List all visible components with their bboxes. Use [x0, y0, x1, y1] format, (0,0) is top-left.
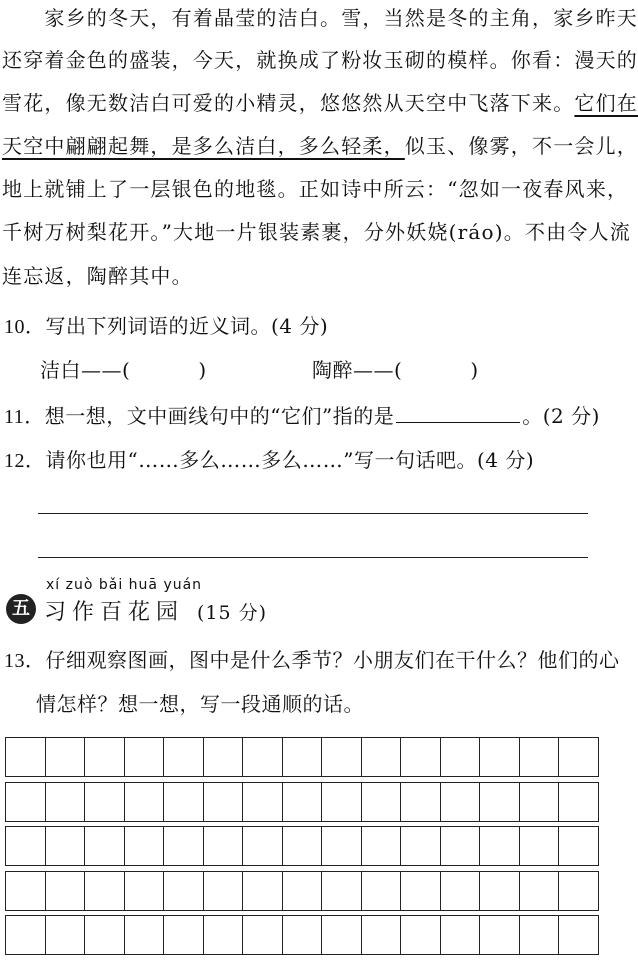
synonym-item-1: 洁白——( ): [40, 358, 207, 382]
grid-cell[interactable]: [46, 872, 86, 910]
grid-cell[interactable]: [204, 738, 244, 776]
passage-line: 千树万树梨花开。”大地一片银装素裹，分外妖娆(ráo)。不由令人流: [2, 220, 631, 244]
grid-cell[interactable]: [480, 783, 520, 821]
grid-cell[interactable]: [520, 872, 560, 910]
grid-cell[interactable]: [559, 738, 598, 776]
question-text: ．写出下列词语的近义词。(4 分): [25, 314, 329, 338]
grid-cell[interactable]: [283, 738, 323, 776]
grid-cell[interactable]: [283, 872, 323, 910]
passage-line: 连忘返，陶醉其中。: [2, 264, 193, 288]
question-text: 情怎样？想一想，写一段通顺的话。: [36, 692, 364, 716]
question-number: 10: [4, 316, 25, 338]
grid-cell[interactable]: [362, 916, 402, 954]
grid-cell[interactable]: [85, 872, 125, 910]
grid-cell[interactable]: [164, 916, 204, 954]
grid-cell[interactable]: [322, 872, 362, 910]
grid-cell[interactable]: [85, 783, 125, 821]
grid-cell[interactable]: [164, 827, 204, 865]
grid-cell[interactable]: [6, 783, 46, 821]
grid-cell[interactable]: [204, 916, 244, 954]
grid-cell[interactable]: [283, 916, 323, 954]
passage-line: 天空中翩翩起舞，是多么洁白，多么轻柔，似玉、像雾，不一会儿，: [2, 134, 638, 158]
grid-cell[interactable]: [125, 783, 165, 821]
grid-cell[interactable]: [520, 783, 560, 821]
grid-cell[interactable]: [322, 783, 362, 821]
grid-cell[interactable]: [362, 827, 402, 865]
grid-cell[interactable]: [401, 783, 441, 821]
grid-cell[interactable]: [441, 827, 481, 865]
grid-cell[interactable]: [401, 827, 441, 865]
grid-cell[interactable]: [559, 783, 598, 821]
grid-cell[interactable]: [85, 916, 125, 954]
grid-cell[interactable]: [125, 916, 165, 954]
grid-cell[interactable]: [441, 738, 481, 776]
grid-cell[interactable]: [322, 916, 362, 954]
grid-cell[interactable]: [6, 872, 46, 910]
grid-cell[interactable]: [164, 783, 204, 821]
grid-cell[interactable]: [520, 738, 560, 776]
grid-row: [5, 782, 599, 822]
grid-cell[interactable]: [85, 738, 125, 776]
grid-cell[interactable]: [164, 872, 204, 910]
section-title: 习作百花园 (15 分): [44, 600, 268, 625]
question-13-continued: [36, 690, 364, 718]
grid-cell[interactable]: [362, 738, 402, 776]
grid-cell[interactable]: [441, 916, 481, 954]
synonym-word-1: 洁白——(: [40, 358, 131, 382]
grid-cell[interactable]: [362, 783, 402, 821]
grid-cell[interactable]: [559, 827, 598, 865]
grid-cell[interactable]: [283, 827, 323, 865]
grid-cell[interactable]: [283, 783, 323, 821]
question-text: ．仔细观察图画，图中是什么季节？小朋友们在干什么？他们的心: [25, 648, 620, 672]
grid-cell[interactable]: [559, 872, 598, 910]
grid-cell[interactable]: [46, 916, 86, 954]
passage-line: 还穿着金色的盛装，今天，就换成了粉妆玉砌的模样。你看：漫天的: [2, 48, 638, 72]
grid-cell[interactable]: [480, 738, 520, 776]
grid-cell[interactable]: [46, 783, 86, 821]
grid-cell[interactable]: [46, 827, 86, 865]
passage-line: 雪花，像无数洁白可爱的小精灵，悠悠然从天空中飞落下来。它们在: [2, 91, 638, 115]
question-number: 12: [4, 450, 25, 472]
grid-cell[interactable]: [322, 738, 362, 776]
question-number: 11: [4, 406, 25, 428]
synonym-word-2: 陶醉——(: [312, 358, 403, 382]
grid-row: [5, 915, 599, 955]
question-text: ．请你也用“……多么……多么……”写一句话吧。(4 分): [25, 448, 535, 472]
answer-blank[interactable]: [396, 402, 520, 423]
underlined-sentence: 天空中翩翩起舞，是多么洁白，多么轻柔，: [2, 134, 405, 158]
writing-line[interactable]: [38, 513, 588, 514]
grid-cell[interactable]: [322, 827, 362, 865]
grid-cell[interactable]: [520, 827, 560, 865]
underlined-sentence: 它们在: [574, 91, 638, 115]
writing-line[interactable]: [38, 557, 588, 558]
question-13: [4, 646, 620, 675]
grid-cell[interactable]: [243, 827, 283, 865]
grid-cell[interactable]: [204, 872, 244, 910]
grid-cell[interactable]: [362, 872, 402, 910]
grid-cell[interactable]: [480, 916, 520, 954]
grid-cell[interactable]: [125, 872, 165, 910]
grid-cell[interactable]: [125, 738, 165, 776]
grid-cell[interactable]: [243, 783, 283, 821]
grid-cell[interactable]: [243, 738, 283, 776]
grid-cell[interactable]: [6, 827, 46, 865]
question-text: ．想一想，文中画线句中的“它们”指的是: [24, 404, 395, 428]
grid-cell[interactable]: [6, 916, 46, 954]
grid-cell[interactable]: [401, 872, 441, 910]
grid-cell[interactable]: [46, 738, 86, 776]
grid-cell[interactable]: [6, 738, 46, 776]
grid-cell[interactable]: [559, 916, 598, 954]
grid-cell[interactable]: [85, 827, 125, 865]
question-10: [4, 312, 328, 341]
passage-line: 地上就铺上了一层银色的地毯。正如诗中所云：“忽如一夜春风来，: [2, 177, 629, 201]
grid-cell[interactable]: [480, 827, 520, 865]
section-badge: 五: [6, 594, 36, 624]
grid-cell[interactable]: [441, 872, 481, 910]
grid-cell[interactable]: [520, 916, 560, 954]
grid-cell[interactable]: [480, 872, 520, 910]
grid-cell[interactable]: [125, 827, 165, 865]
grid-cell[interactable]: [243, 872, 283, 910]
grid-row: [5, 871, 599, 911]
grid-cell[interactable]: [204, 783, 244, 821]
grid-cell[interactable]: [401, 738, 441, 776]
grid-cell[interactable]: [164, 738, 204, 776]
grid-cell[interactable]: [204, 827, 244, 865]
question-11: 11．想一想，文中画线句中的“它们”指的是 。(2 分): [4, 404, 600, 428]
question-number: 13: [4, 650, 25, 672]
section-pinyin: xí zuò bǎi huā yuán: [46, 577, 203, 593]
section-header: [6, 577, 306, 637]
grid-row: [5, 737, 599, 777]
grid-cell[interactable]: [401, 916, 441, 954]
section-points: (15 分): [197, 602, 268, 624]
grid-cell[interactable]: [243, 916, 283, 954]
question-12: [4, 446, 534, 475]
synonym-item-2: 陶醉——( ): [312, 358, 479, 382]
grid-row: [5, 826, 599, 866]
grid-cell[interactable]: [441, 783, 481, 821]
passage-line: 家乡的冬天，有着晶莹的洁白。雪，当然是冬的主角，家乡昨天: [2, 6, 638, 30]
